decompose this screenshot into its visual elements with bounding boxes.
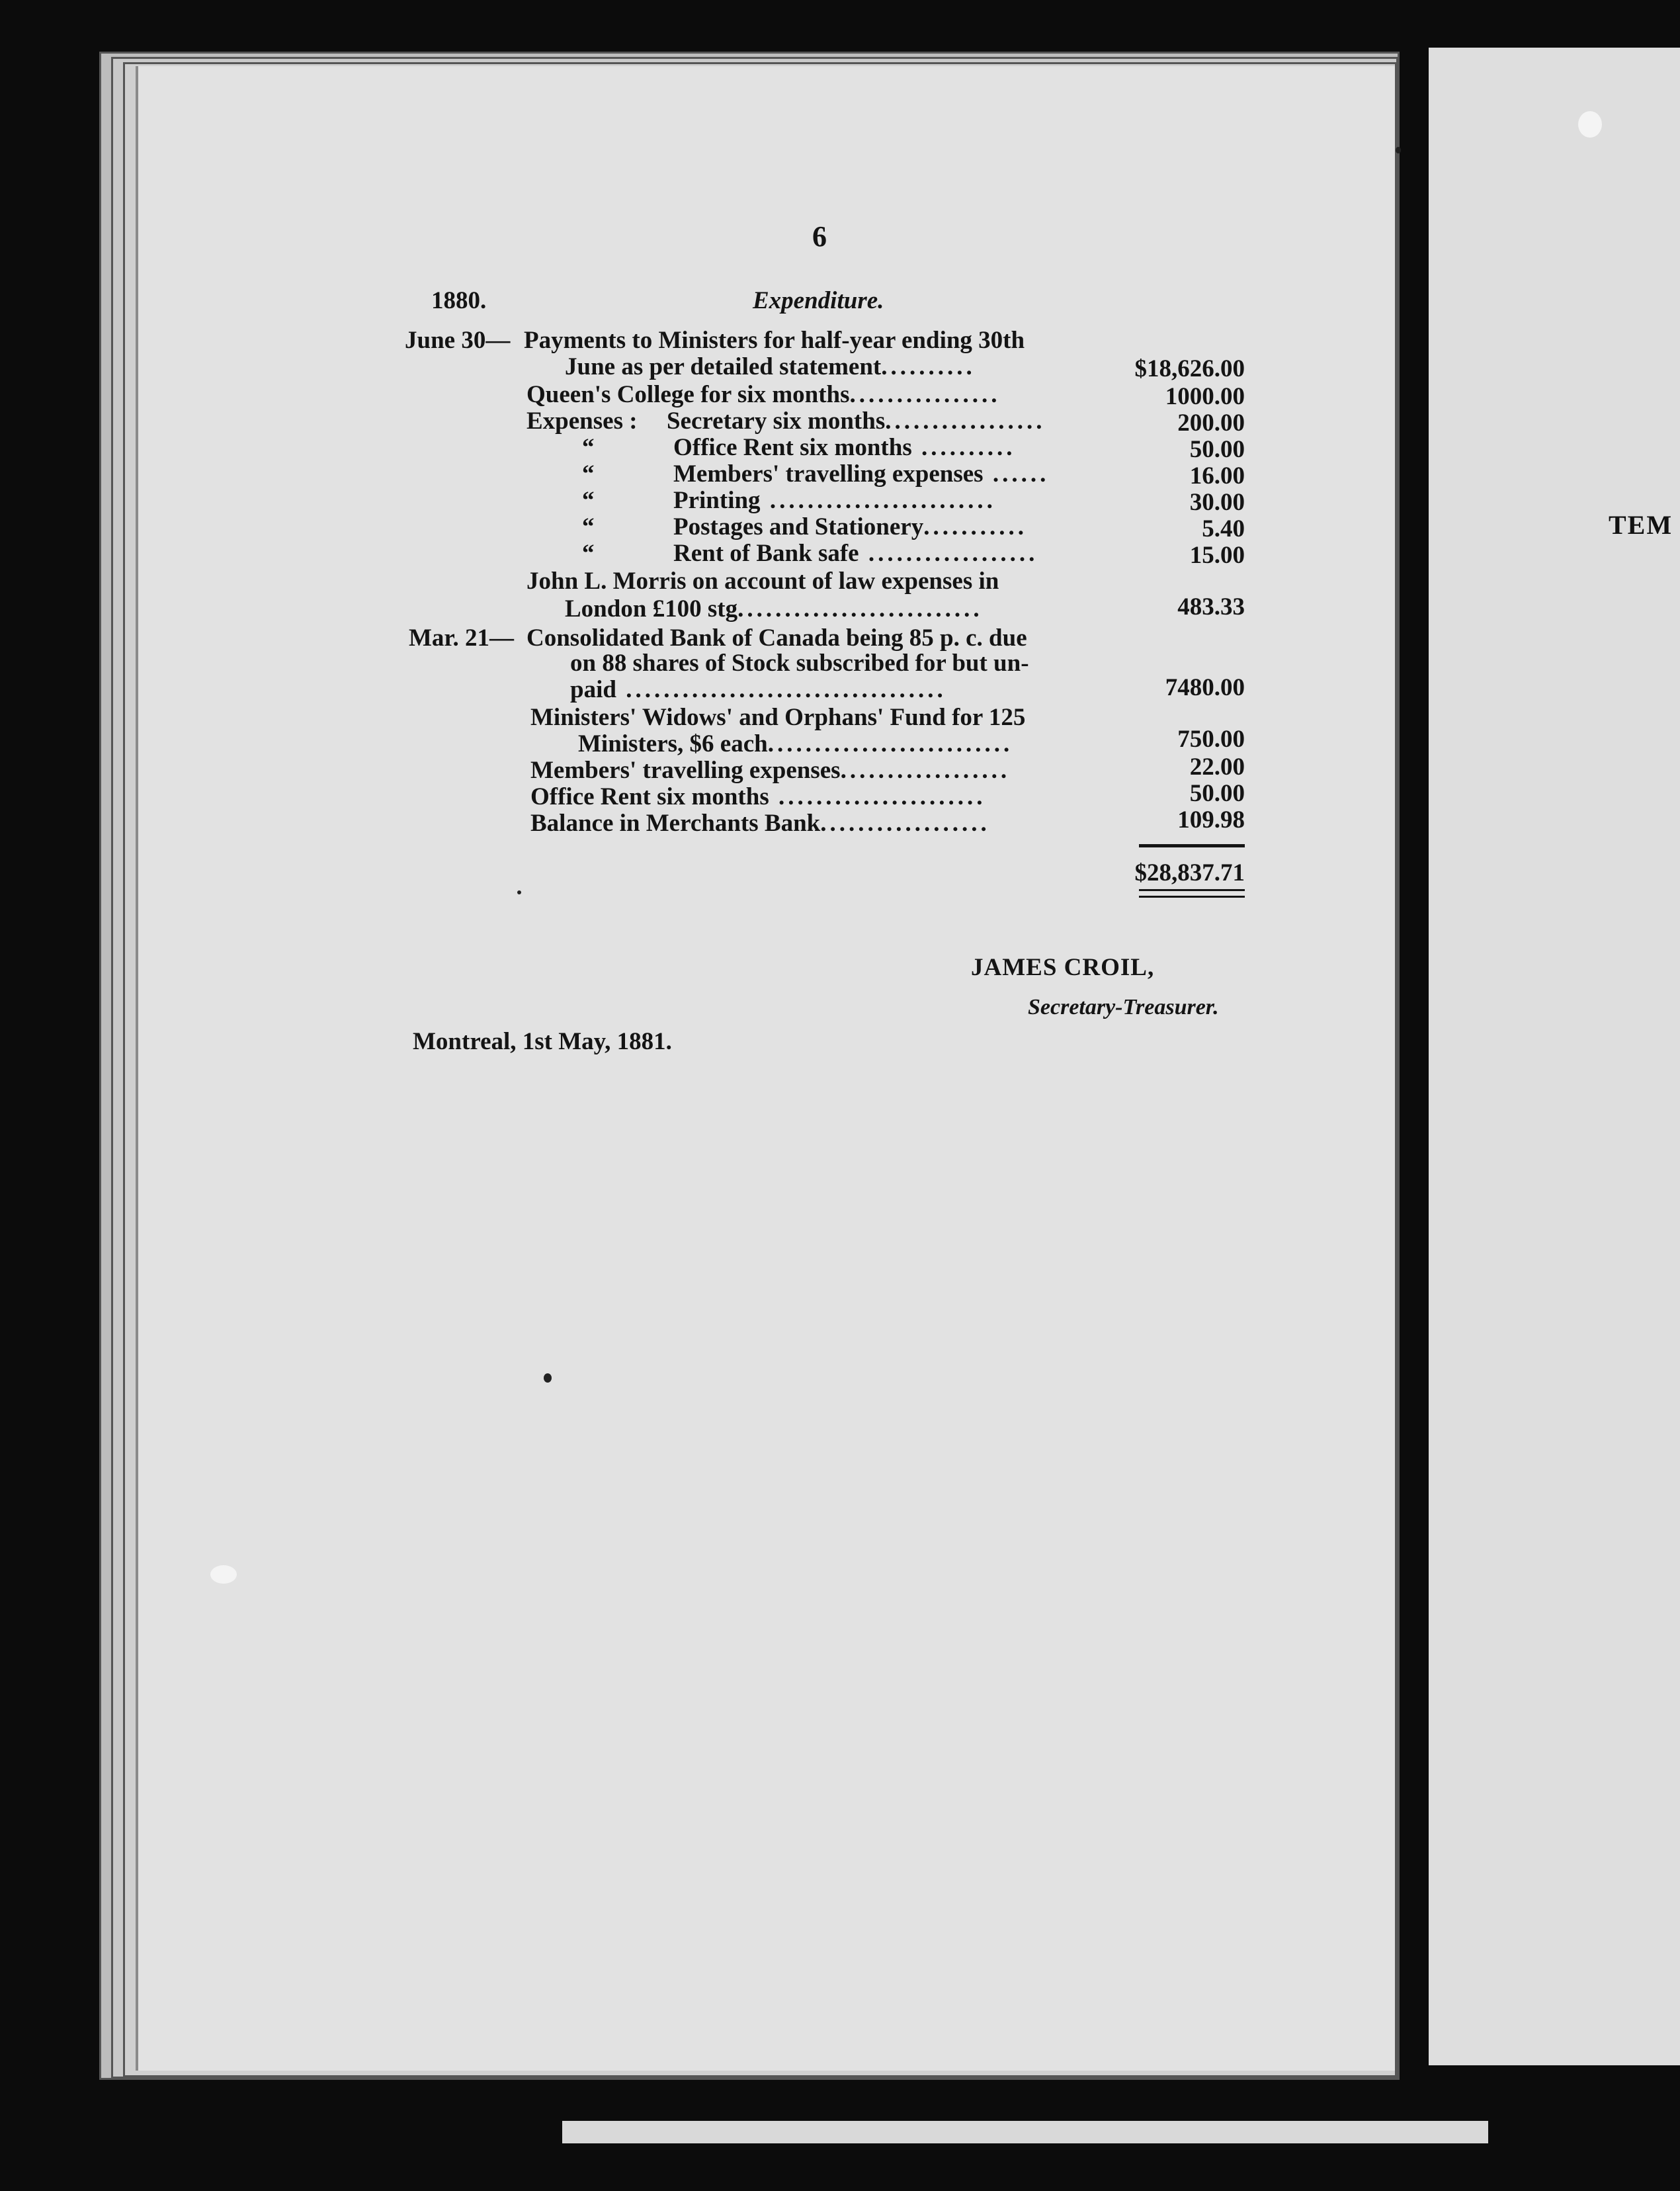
entry-text: Members' travelling expenses.................. bbox=[530, 757, 1011, 784]
entry-text: Rent of Bank safe .................. bbox=[673, 540, 1038, 567]
amount: 50.00 bbox=[1189, 436, 1245, 463]
ditto-mark: “ bbox=[582, 540, 595, 567]
entry-text: Office Rent six months ...................... bbox=[530, 783, 986, 810]
section-heading: Expenditure. bbox=[753, 287, 884, 314]
amount: 200.00 bbox=[1177, 409, 1245, 437]
amount: $18,626.00 bbox=[1134, 355, 1245, 382]
amount: 5.40 bbox=[1202, 515, 1245, 542]
year-label: 1880. bbox=[431, 287, 487, 314]
date-march: Mar. 21— bbox=[409, 624, 514, 652]
scan-speck bbox=[544, 1373, 552, 1383]
amount: 1000.00 bbox=[1165, 383, 1245, 410]
entry-text: Members' travelling expenses ...... bbox=[673, 460, 1050, 488]
entry-text: Balance in Merchants Bank.................. bbox=[530, 810, 990, 837]
entry-text: London £100 stg.......................... bbox=[565, 595, 983, 623]
ditto-mark: “ bbox=[582, 460, 595, 488]
entry-text: on 88 shares of Stock subscribed for but un- bbox=[570, 650, 1029, 677]
total-amount: $28,837.71 bbox=[1134, 859, 1245, 886]
right-page bbox=[1429, 48, 1680, 2065]
amount: 109.98 bbox=[1177, 806, 1245, 834]
amount: 30.00 bbox=[1189, 489, 1245, 516]
scan-speck bbox=[1396, 147, 1401, 153]
amount: 750.00 bbox=[1177, 726, 1245, 753]
expenses-label: Expenses : bbox=[526, 408, 638, 435]
entry-text: Office Rent six months .......... bbox=[673, 434, 1016, 461]
entry-text: Payments to Ministers for half-year ending 30th bbox=[524, 327, 1025, 354]
signature-title: Secretary-Treasurer. bbox=[1028, 995, 1219, 1019]
amount: 483.33 bbox=[1177, 593, 1245, 621]
total-rule-top bbox=[1139, 844, 1245, 847]
bottom-strip bbox=[562, 2121, 1488, 2143]
entry-text: Queen's College for six months................ bbox=[526, 381, 1001, 408]
scan-blot bbox=[1578, 111, 1602, 138]
entry-text: Secretary six months................. bbox=[667, 408, 1046, 435]
entry-text: Printing ........................ bbox=[673, 487, 996, 514]
scan-speck bbox=[517, 890, 521, 894]
page-number: 6 bbox=[812, 220, 827, 253]
amount: 16.00 bbox=[1189, 462, 1245, 490]
amount: 15.00 bbox=[1189, 542, 1245, 569]
signature-name: JAMES CROIL, bbox=[971, 954, 1155, 981]
amount: 22.00 bbox=[1189, 753, 1245, 781]
entry-text: Ministers, $6 each.......................... bbox=[578, 730, 1013, 757]
entry-text: John L. Morris on account of law expenses in bbox=[526, 568, 999, 595]
entry-text: Postages and Stationery........... bbox=[673, 513, 1027, 540]
facing-page-fragment: TEM bbox=[1609, 510, 1673, 540]
ditto-mark: “ bbox=[582, 434, 595, 461]
entry-text: paid .................................. bbox=[570, 676, 946, 703]
date-june: June 30— bbox=[405, 327, 511, 354]
total-double-rule bbox=[1139, 896, 1245, 898]
ditto-mark: “ bbox=[582, 487, 595, 514]
amount: 50.00 bbox=[1189, 780, 1245, 807]
place-date: Montreal, 1st May, 1881. bbox=[413, 1028, 672, 1055]
ditto-mark: “ bbox=[582, 513, 595, 540]
entry-text: Consolidated Bank of Canada being 85 p. c. due bbox=[526, 624, 1027, 652]
total-double-rule bbox=[1139, 889, 1245, 891]
entry-text: Ministers' Widows' and Orphans' Fund for 125 bbox=[530, 704, 1026, 731]
amount: 7480.00 bbox=[1165, 674, 1245, 701]
scan-blot bbox=[210, 1565, 237, 1584]
entry-text: June as per detailed statement.......... bbox=[565, 353, 976, 380]
